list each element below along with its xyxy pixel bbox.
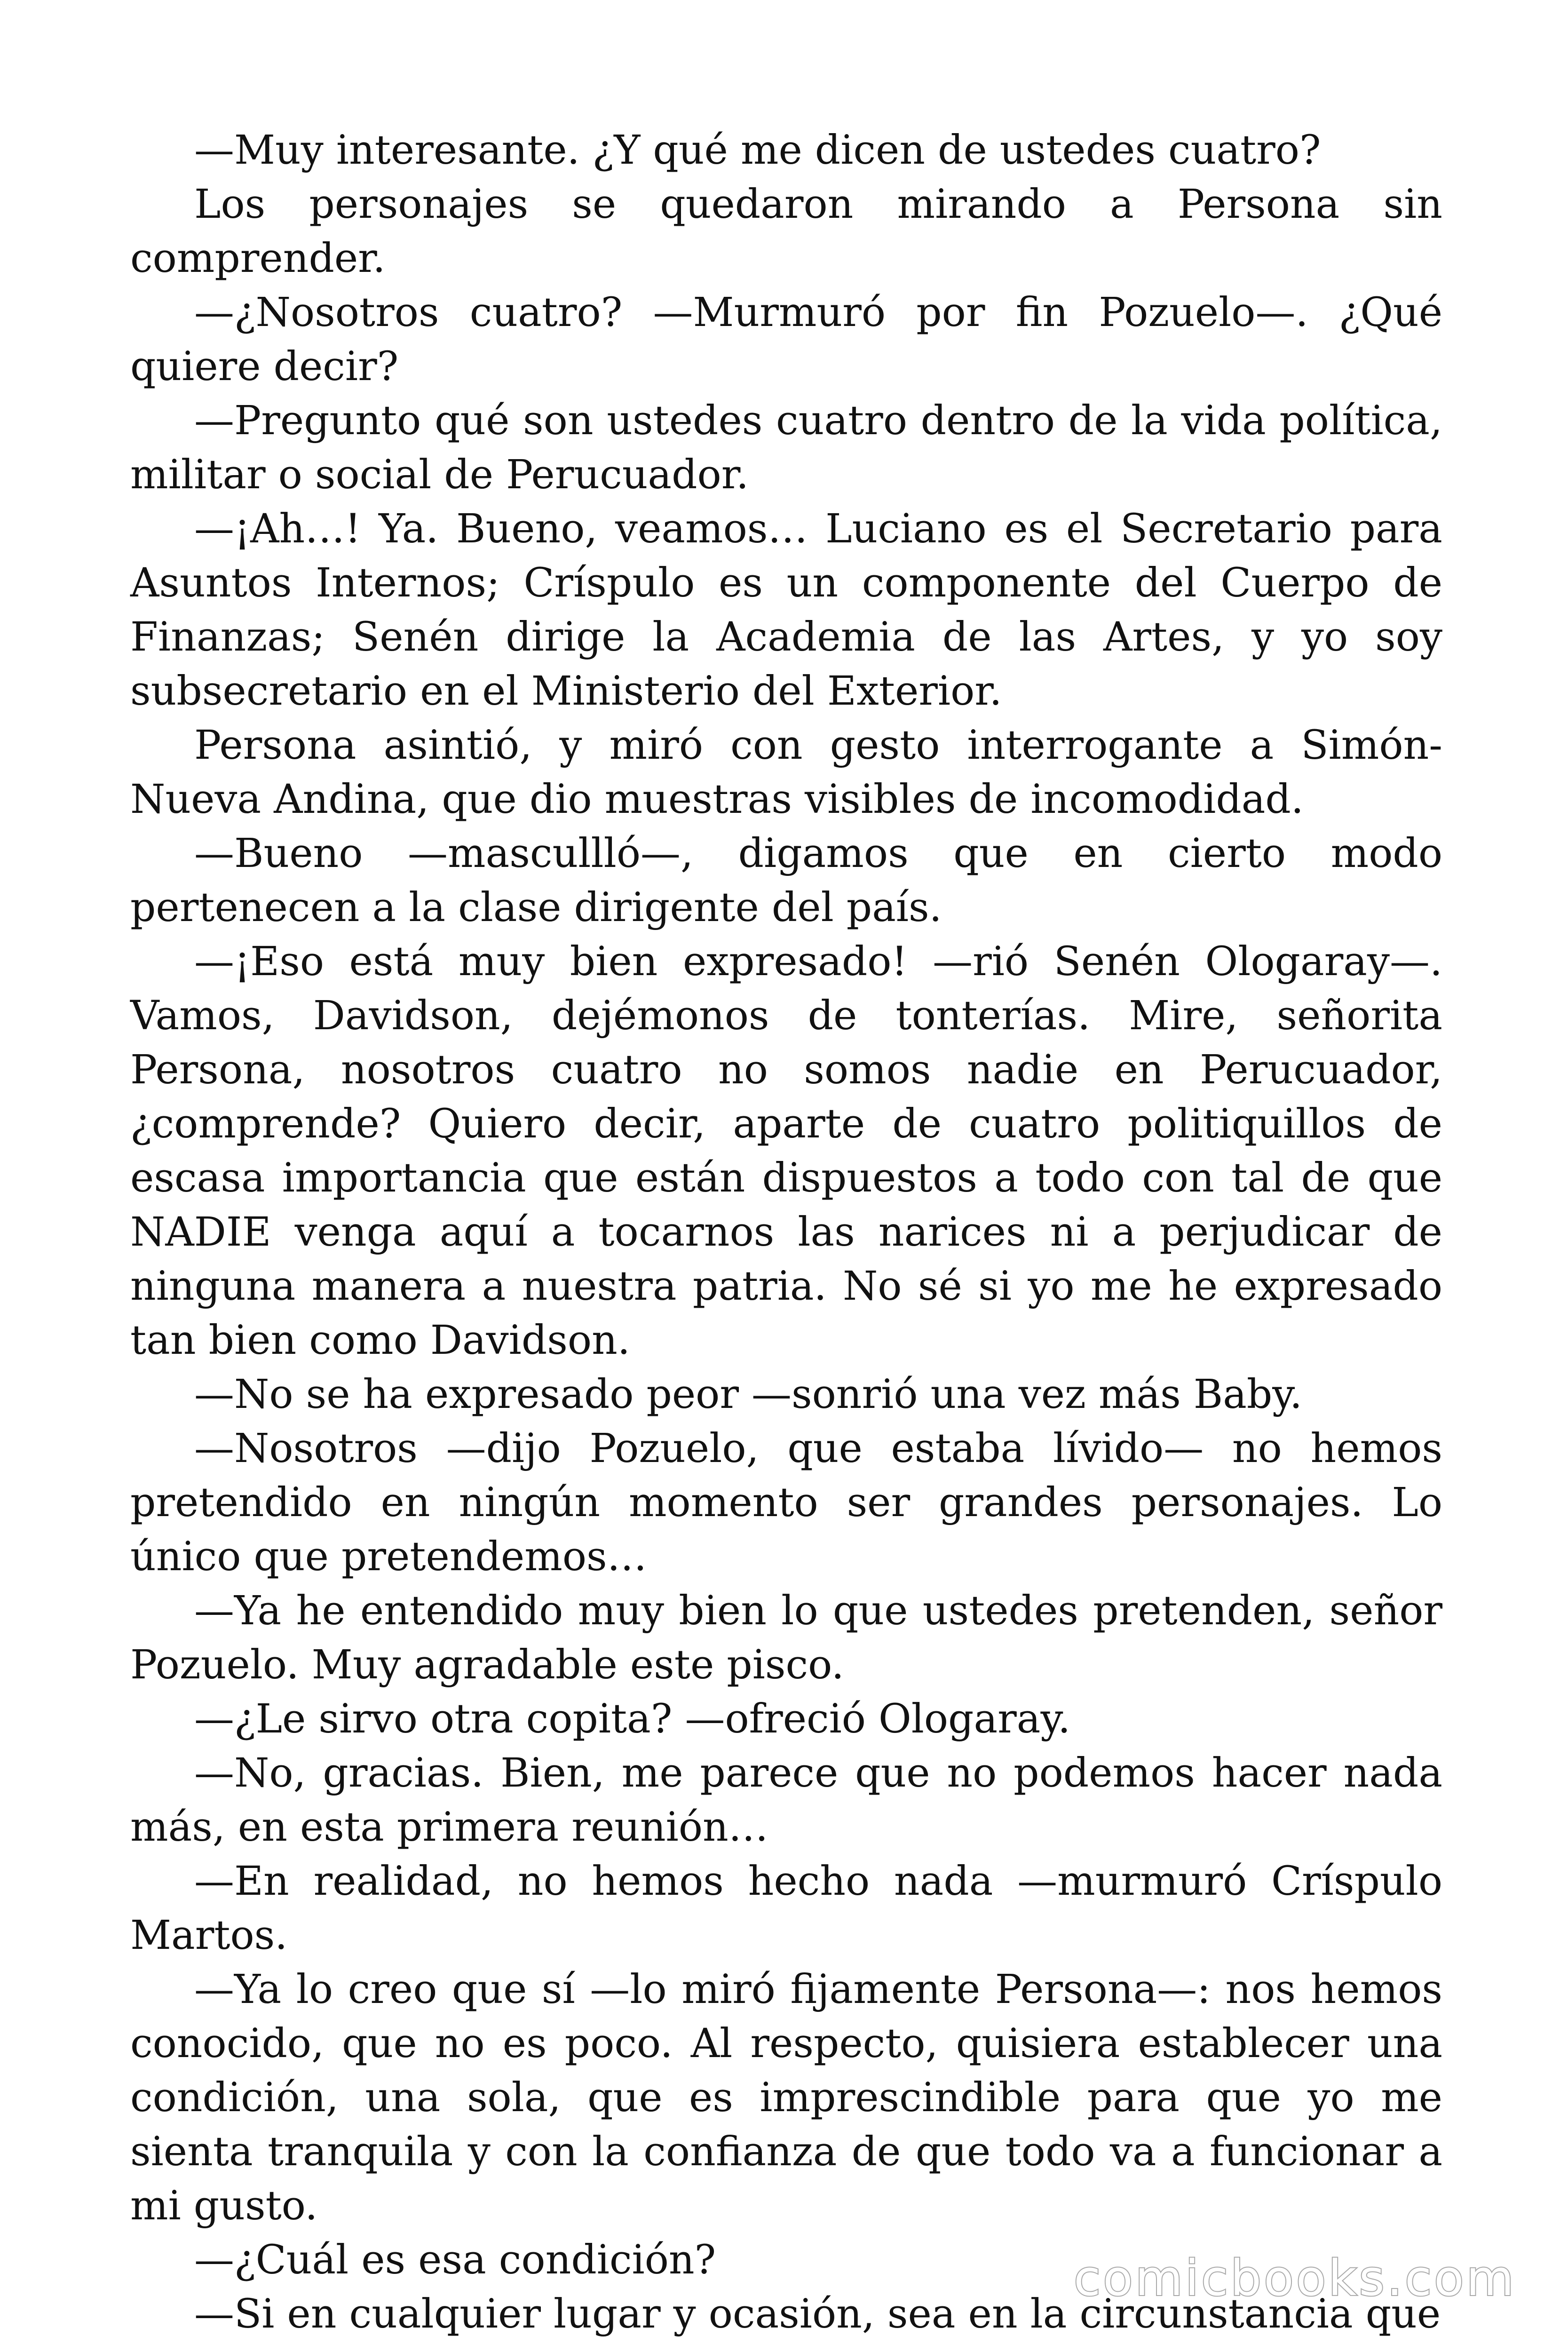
paragraph: —¡Eso está muy bien expresado! —rió Senén Ologaray—. Vamos, Davidson, dejémonos de tonterías. Mire, señorita Persona, nosotros cuatro no somos nadie en Perucuador, ¿comprende? Quiero decir, aparte de cuatro politiquillos de escasa importancia que están dispuestos a todo con tal de que NADIE venga aquí a tocarnos las narices ni a perjudicar de ninguna manera a nuestra patria. No sé si yo me he expresado tan bien como Davidson.	[130, 938, 1442, 1364]
paragraph: —¿Nosotros cuatro? —Murmuró por fin Pozuelo—. ¿Qué quiere decir?	[130, 289, 1442, 390]
paragraph: —Muy interesante. ¿Y qué me dicen de ustedes cuatro?	[194, 127, 1321, 174]
paragraph: —Ya he entendido muy bien lo que ustedes pretenden, señor Pozuelo. Muy agradable este pisco.	[130, 1588, 1442, 1688]
paragraph: —En realidad, no hemos hecho nada —murmuró Críspulo Martos.	[130, 1858, 1442, 1959]
paragraph: —No se ha expresado peor —sonrió una vez más Baby.	[194, 1371, 1303, 1418]
paragraph: —¿Le sirvo otra copita? —ofreció Ologaray.	[194, 1696, 1071, 1742]
paragraph: —Ya lo creo que sí —lo miró fijamente Persona—: nos hemos conocido, que no es poco. Al respecto, quisiera establecer una condición, una sola, que es imprescindible para que yo me sienta tranquila y con la confianza de que todo va a funcionar a mi gusto.	[130, 1966, 1442, 2229]
body-text	[130, 123, 1442, 2341]
paragraph: —Bueno —mascullló—, digamos que en cierto modo pertenecen a la clase dirigente del país.	[130, 830, 1442, 931]
paragraph: —Nosotros —dijo Pozuelo, que estaba lívido— no hemos pretendido en ningún momento ser grandes personajes. Lo único que pretendemos…	[130, 1425, 1442, 1580]
paragraph: —¡Ah…! Ya. Bueno, veamos… Luciano es el Secretario para Asuntos Internos; Críspulo es un componente del Cuerpo de Finanzas; Senén dirige la Academia de las Artes, y yo soy subsecretario en el Ministerio del Exterior.	[130, 506, 1442, 715]
paragraph: —Si en cualquier lugar y ocasión, sea en la circunstancia que	[194, 2291, 1441, 2337]
paragraph: Los personajes se quedaron mirando a Persona sin comprender.	[130, 181, 1442, 282]
paragraph: —No, gracias. Bien, me parece que no podemos hacer nada más, en esta primera reunión…	[130, 1750, 1442, 1851]
paragraph: Persona asintió, y miró con gesto interrogante a Simón-Nueva Andina, que dio muestras visibles de incomodidad.	[130, 722, 1442, 823]
paragraph: —¿Cuál es esa condición?	[194, 2237, 716, 2283]
watermark-text: comicbooks.com	[1073, 2249, 1516, 2307]
paragraph: —Pregunto qué son ustedes cuatro dentro de la vida política, militar o social de Perucuador.	[130, 397, 1442, 498]
